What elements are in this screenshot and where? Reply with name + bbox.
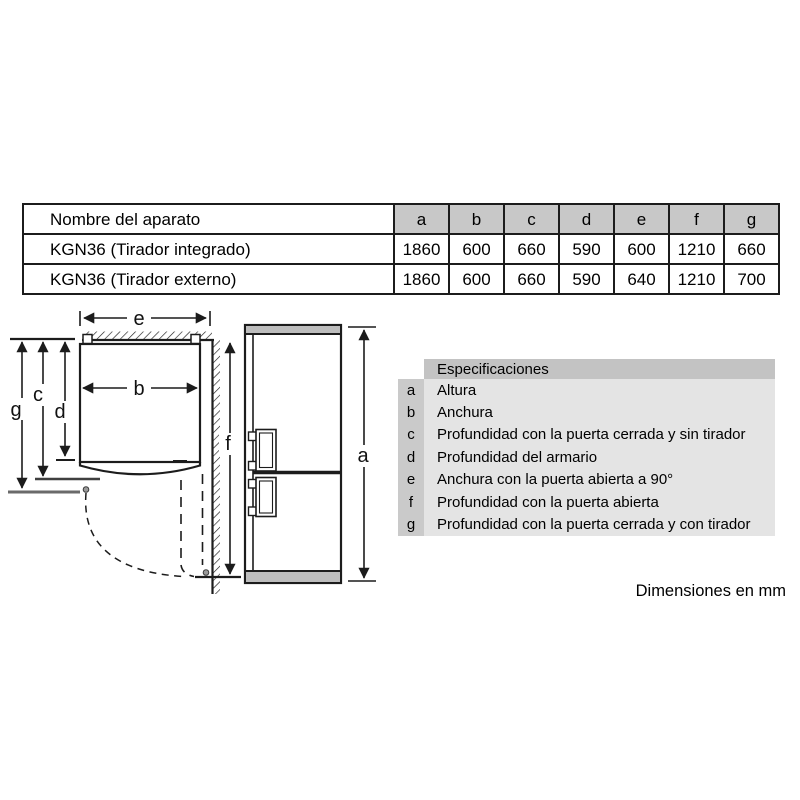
dimension-g	[6, 342, 26, 488]
table-header-c: c	[504, 204, 559, 234]
value-cell: 600	[449, 264, 504, 294]
legend-item	[398, 513, 775, 535]
legend-key: e	[398, 469, 424, 491]
handle-dot	[83, 487, 89, 493]
model-name: KGN36 (Tirador integrado)	[23, 234, 394, 264]
table-header-g: g	[724, 204, 779, 234]
legend-item	[398, 401, 775, 423]
top-cap	[245, 325, 341, 334]
value-cell: 600	[614, 234, 669, 264]
legend-label: Profundidad del armario	[424, 446, 775, 468]
model-name: KGN36 (Tirador externo)	[23, 264, 394, 294]
side-view-diagram	[245, 325, 341, 583]
legend-header-row	[398, 359, 775, 379]
legend-key: d	[398, 446, 424, 468]
dimension-f	[219, 343, 239, 574]
legend-key: f	[398, 491, 424, 513]
value-cell: 660	[724, 234, 779, 264]
legend-key: c	[398, 424, 424, 446]
value-cell: 660	[504, 264, 559, 294]
legend-item	[398, 424, 775, 446]
dim-label-b: b	[133, 378, 145, 400]
closed-door-outline	[80, 462, 200, 474]
value-cell: 660	[504, 234, 559, 264]
dimension-e	[80, 307, 210, 330]
dim-label-g: g	[10, 399, 22, 421]
legend-item	[398, 491, 775, 513]
legend-header-spacer	[398, 359, 424, 379]
dim-label-a: a	[357, 445, 369, 467]
hinge-block-right	[191, 335, 200, 344]
legend-label: Profundidad con la puerta abierta	[424, 491, 775, 513]
value-cell: 640	[614, 264, 669, 294]
value-cell: 1860	[394, 234, 449, 264]
hinge-block-left	[83, 335, 92, 344]
value-cell: 600	[449, 234, 504, 264]
legend-label: Profundidad con la puerta cerrada y sin tirador	[424, 424, 775, 446]
legend-title: Especificaciones	[424, 359, 775, 379]
units-note: Dimensiones en mm	[635, 582, 786, 600]
table-header-f: f	[669, 204, 724, 234]
table-header-a: a	[394, 204, 449, 234]
value-cell: 700	[724, 264, 779, 294]
value-cell: 590	[559, 234, 614, 264]
dim-label-d: d	[54, 401, 66, 423]
door-swing-arc	[86, 493, 183, 577]
specifications-legend	[398, 359, 775, 536]
table-header-b: b	[449, 204, 504, 234]
legend-item	[398, 446, 775, 468]
legend-label: Profundidad con la puerta cerrada y con tirador	[424, 513, 775, 535]
table-header-d: d	[559, 204, 614, 234]
legend-label: Altura	[424, 379, 775, 401]
dim-label-e: e	[133, 308, 145, 330]
value-cell: 590	[559, 264, 614, 294]
legend-label: Anchura con la puerta abierta a 90°	[424, 469, 775, 491]
value-cell: 1210	[669, 264, 724, 294]
dim-label-c: c	[33, 384, 43, 406]
bottom-base	[245, 571, 341, 583]
legend-item	[398, 379, 775, 401]
dimension-a	[348, 327, 376, 581]
legend-key: b	[398, 401, 424, 423]
legend-key: g	[398, 513, 424, 535]
legend-key: a	[398, 379, 424, 401]
value-cell: 1210	[669, 234, 724, 264]
legend-item	[398, 469, 775, 491]
value-cell: 1860	[394, 264, 449, 294]
dim-label-f: f	[225, 433, 231, 455]
table-header-e: e	[614, 204, 669, 234]
dimension-c	[28, 342, 48, 476]
table-header-name: Nombre del aparato	[23, 204, 394, 234]
open-door-dashed	[181, 474, 203, 577]
legend-label: Anchura	[424, 401, 775, 423]
dimension-d	[50, 342, 70, 456]
pivot-dot	[203, 570, 209, 576]
